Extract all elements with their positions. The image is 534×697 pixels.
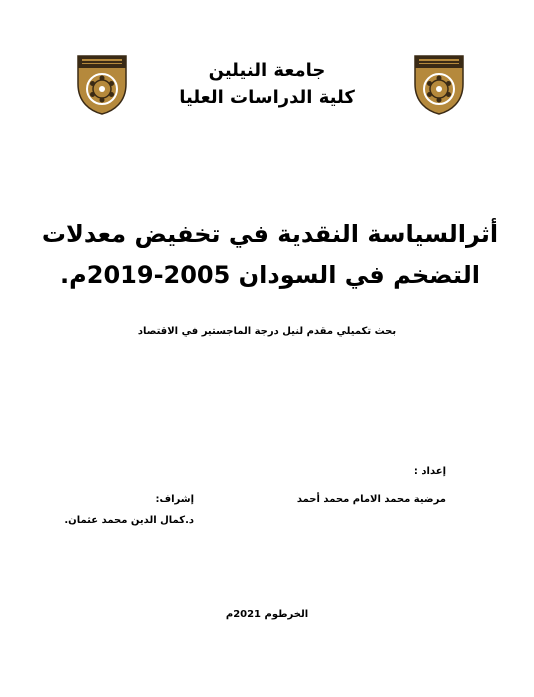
faculty-name: كلية الدراسات العليا [179, 87, 355, 108]
place-date: الخرطوم 2021م [225, 609, 309, 620]
university-name: جامعة النيلين [208, 60, 326, 81]
university-seal-left [76, 54, 128, 116]
supervisor-name: د.كمال الدين محمد عثمان. [64, 515, 194, 526]
supervisor-label: إشراف: [155, 494, 194, 505]
thesis-title-line-2: التضخم في السودان 2005-2019م. [60, 261, 480, 289]
thesis-title-line-1: أثرالسياسة النقدية في تخفيض معدلات [41, 220, 499, 248]
university-seal-right [413, 54, 465, 116]
prepared-by-label: إعداد : [413, 466, 446, 477]
author-name: مرضية محمد الامام محمد أحمد [296, 494, 446, 505]
degree-statement: بحث تكميلي مقدم لنيل درجة الماجستير في الاقتصاد [137, 326, 397, 337]
